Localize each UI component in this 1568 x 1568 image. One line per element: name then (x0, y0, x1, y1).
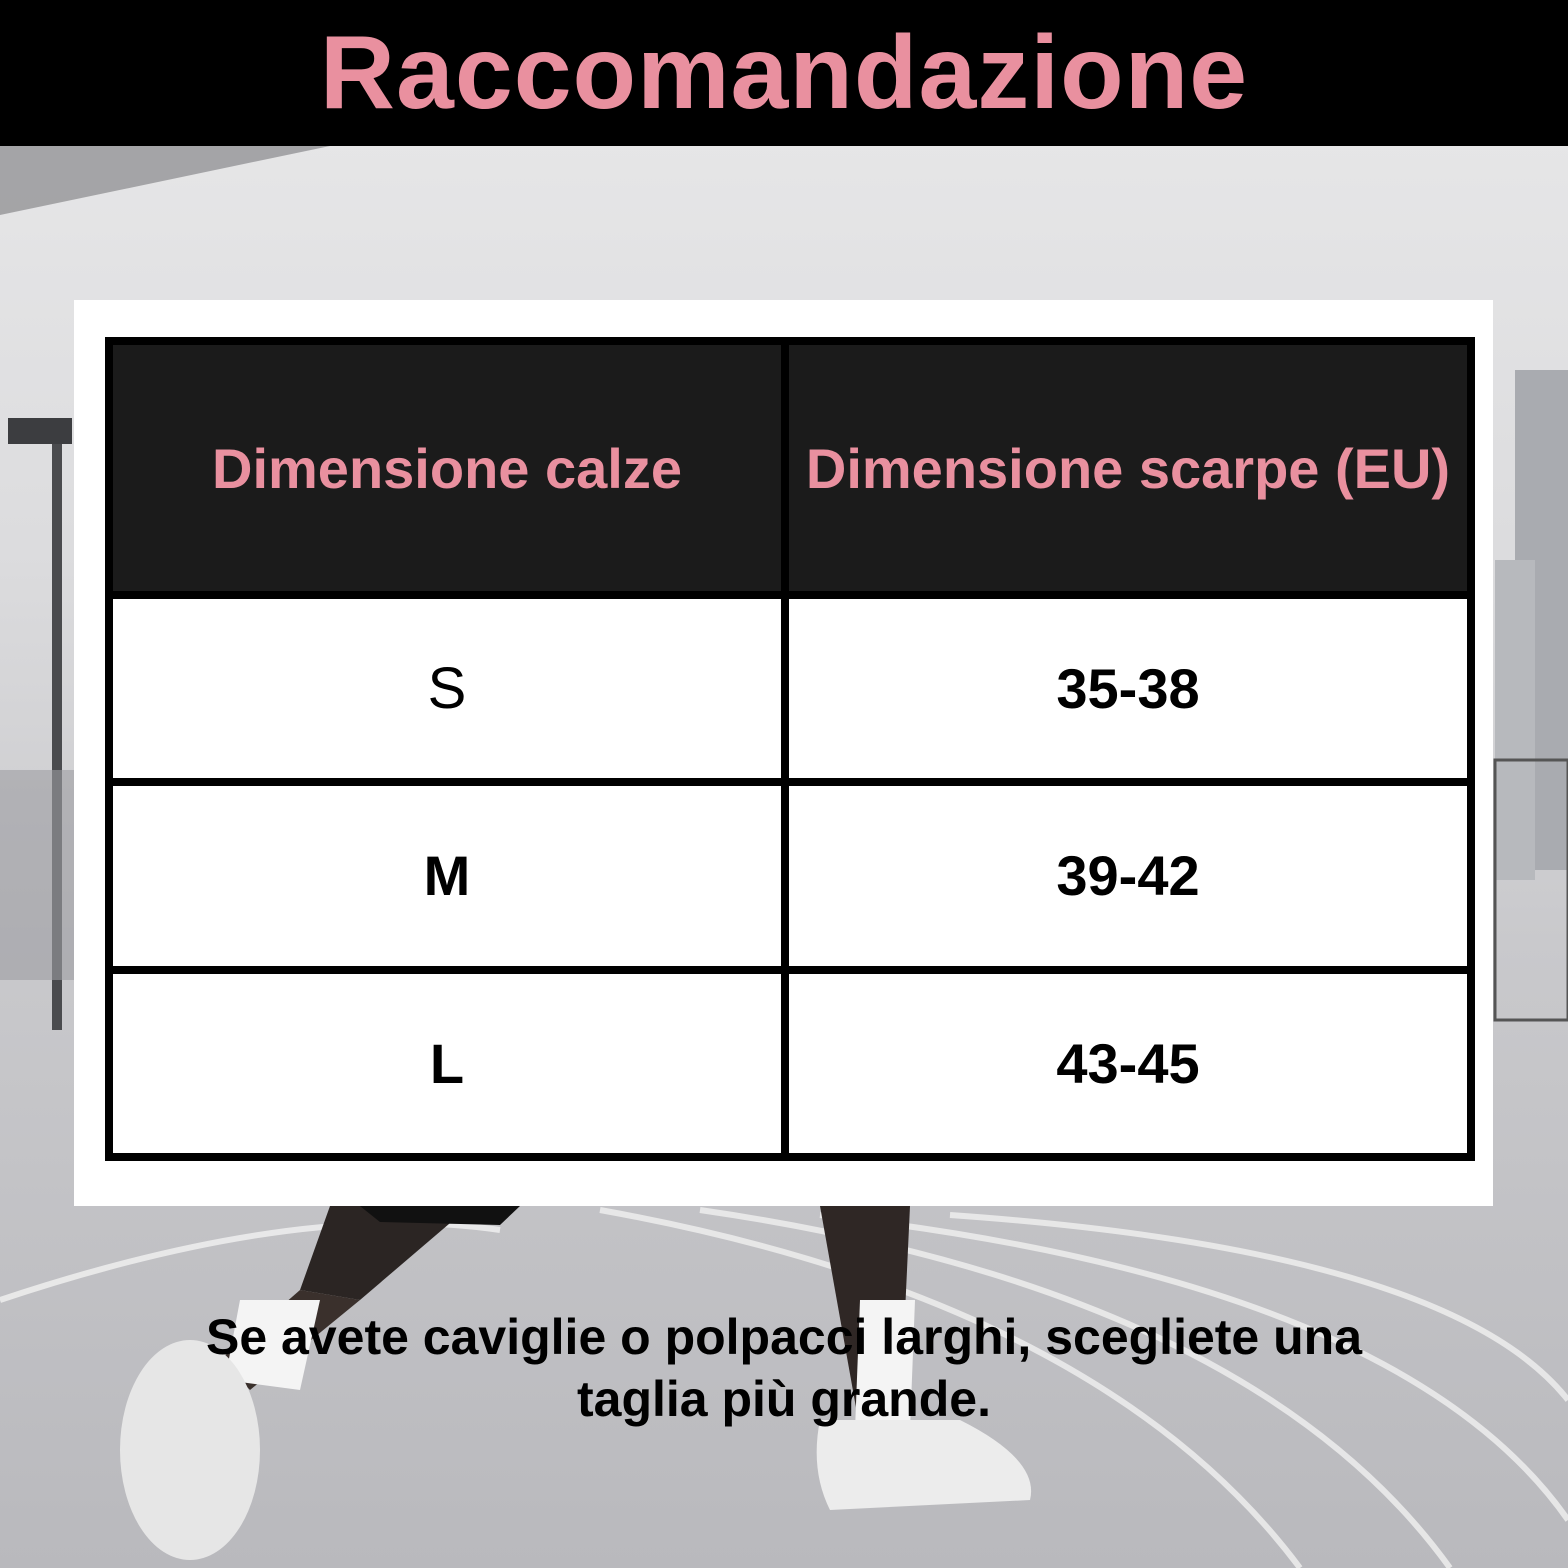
shoe-size-cell: 35-38 (785, 595, 1471, 782)
table-row (109, 970, 1471, 1157)
title-banner (0, 0, 1568, 146)
column-header-sock-size: Dimensione calze (109, 341, 785, 595)
size-advice-note (0, 1306, 1568, 1430)
sock-size-cell: L (109, 970, 785, 1157)
note-line-2: taglia più grande. (577, 1371, 991, 1427)
column-header-shoe-size: Dimensione scarpe (EU) (785, 341, 1471, 595)
note-line-1: Se avete caviglie o polpacci larghi, scegliete una (205, 1309, 1363, 1365)
table-row (109, 595, 1471, 782)
size-chart-table (105, 337, 1475, 1161)
table-header-row (109, 341, 1471, 595)
sock-size-cell: S (109, 595, 785, 782)
sock-size-cell: M (109, 782, 785, 969)
shoe-size-cell: 43-45 (785, 970, 1471, 1157)
page-title: Raccomandazione (319, 15, 1249, 131)
shoe-size-cell: 39-42 (785, 782, 1471, 969)
table-row (109, 782, 1471, 969)
